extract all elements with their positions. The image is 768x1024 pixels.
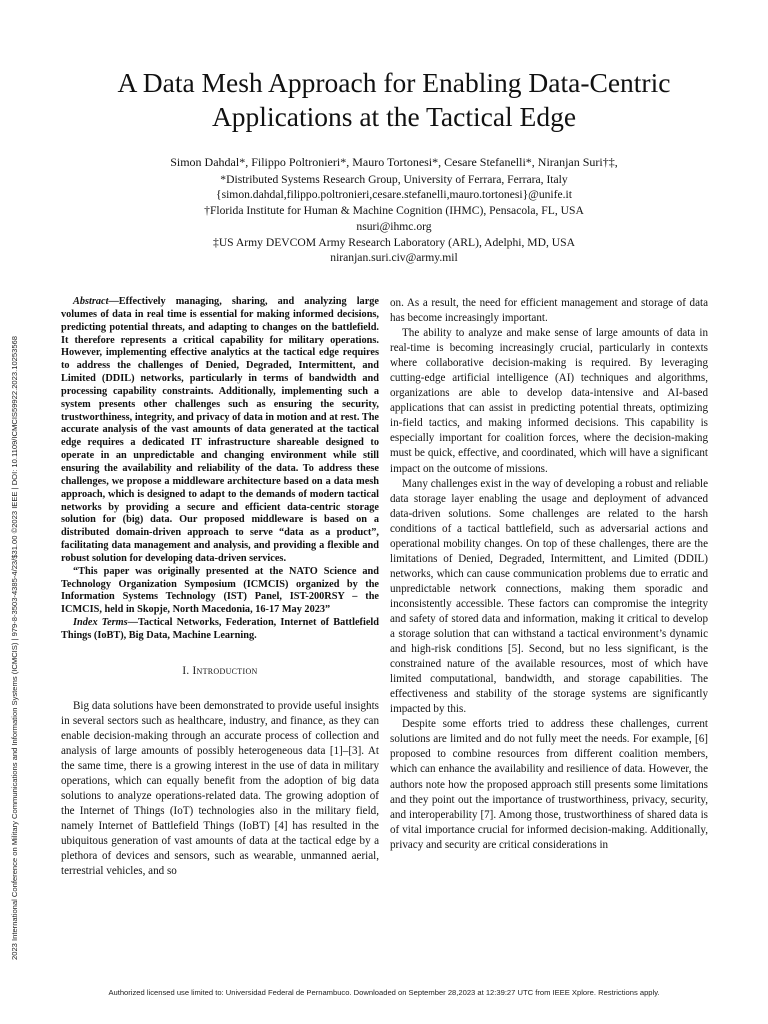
affiliation-3-email: niranjan.suri.civ@army.mil (330, 251, 458, 265)
doi-side-text: 2023 International Conference on Military Communications and Information Systems (ICMCIS) | 979-8-3503-4385-4/23/$31.00 ©2023 IEEE | DOI: 10.1109/ICMCIS59922.2023.10253568 (10, 335, 19, 960)
body-paragraph: Big data solutions have been demonstrated to provide useful insights in several sectors such as healthcare, industry, and finance, as they can enable decision-making through an accurate process of collection and analysis of large amounts of possibly heterogeneous data [1]–[3]. At the same time, there is a growing interest in the use of data in military operations, which can equally benefit from the adoption of big data solutions to analyze operations-related data. The growing adoption of the Internet of Things (IoT) technologies also in the military field, namely Internet of Battlefield Things (IoBT) [4] has resulted in the ubiquitous generation of vast amounts of data at the tactical edge by a plethora of devices and sensors, such as wearable, unmanned aerial, terrestrial vehicles, and so (61, 699, 379, 878)
section-number: I. (182, 664, 190, 677)
right-column (390, 296, 708, 853)
affiliation-2: †Florida Institute for Human & Machine Cognition (IHMC), Pensacola, FL, USA (204, 204, 584, 218)
affiliation-1: *Distributed Systems Research Group, University of Ferrara, Ferrara, Italy (220, 172, 568, 186)
body-paragraph: on. As a result, the need for efficient management and storage of data has become increasingly important. (390, 297, 708, 325)
section-title: Introduction (192, 664, 258, 677)
affiliation-3: ‡US Army DEVCOM Army Research Laboratory (ARL), Adelphi, MD, USA (213, 235, 575, 249)
abstract-text: —Effectively managing, sharing, and analyzing large volumes of data in real time is essential for making informed decisions, predicting potential threats, and adapting to changes on the battlefield. It therefore represents a critical capability for military operations. However, implementing effective analytics at the tactical edge requires to address the challenges of Denied, Degraded, Intermittent, and Limited (DDIL) networks, particularly in terms of bandwidth and processing capability constraints. Additionally, implementing such a system presents other challenges such as ensuring the security, trustworthiness, integrity, and privacy of data in motion and at rest. The accurate analysis of the vast amounts of data generated at the tactical edge requires a dedicated IT infrastructure shareable designed to operate in an unpredictable and changing environment while still ensuring the availability and reliability of the data. To address these challenges, we propose a middleware architecture based on a data mesh approach, which is designed to adapt to the demands of modern tactical networks by providing a secure and efficient data-centric storage solution for (big) data. Our proposed middleware is based on a distributed domain-driven approach to serve “data as a product”, facilitating data management and analysis, and providing a flexible and robust solution for developing data-driven services. (61, 296, 379, 564)
section-heading-introduction (61, 664, 379, 679)
title-line-2: Applications at the Tactical Edge (211, 101, 577, 132)
index-terms-text: —Tactical Networks, Federation, Internet of Battlefield Things (IoBT), Big Data, Machine Learning. (61, 617, 379, 641)
index-terms-label: Index Terms (73, 617, 128, 629)
affiliation-2-email: nsuri@ihmc.org (356, 219, 432, 233)
body-paragraph: The ability to analyze and make sense of large amounts of data in real-time is becoming increasingly crucial, particularly in contexts where collaborative decision-making is required. By leveraging cutting-edge artificial intelligence (AI) techniques and algorithms, organizations are able to develop data-intensive and AI-based applications that can assist in predicting potential threats, optimizing in-field tactics, and making informed decisions. This capability is especially important for coalition forces, where the decision-making must be quick, effective, and coordinated, which will have a significant impact on the outcome of missions. (390, 327, 708, 475)
author-names: Simon Dahdal*, Filippo Poltronieri*, Mauro Tortonesi*, Cesare Stefanelli*, Niranjan Suri†‡, (170, 155, 618, 169)
title-line-1: A Data Mesh Approach for Enabling Data-Centric (117, 67, 671, 98)
author-block (40, 155, 748, 266)
abstract-label: Abstract (73, 296, 109, 307)
abstract (61, 296, 379, 643)
body-paragraph: Despite some efforts tried to address these challenges, current solutions are limited and do not fully meet the needs. For example, [6] proposed to combine resources from different coalition members, which can enhance the availability and resilience of data. However, the authors note how the proposed approach still presents some limitations and they point out the importance of trustworthiness, privacy, security, and interoperability [7]. Among those, trustworthiness of shared data is of vital importance crucial for informed decision-making. Additionally, privacy and security are critical considerations in (390, 718, 708, 851)
left-column (61, 296, 379, 879)
abstract-note: “This paper was originally presented at the NATO Science and Technology Organization Symposium (ICMCIS) organized by the Information Systems Technology (IST) Panel, IST-200RSY – the ICMCIS, held in Skopje, North Macedonia, 16-17 May 2023” (61, 565, 379, 616)
paper-title (40, 66, 748, 134)
abstract-paragraph (61, 296, 379, 566)
index-terms (61, 617, 379, 643)
body-paragraph: Many challenges exist in the way of developing a robust and reliable data storage layer enabling the usage and deployment of advanced data-driven solutions. Some challenges are related to the harsh conditions of a tactical battlefield, such as adversarial actions and operational mobility changes. On top of these challenges, there are the limitations of Denied, Degraded, Intermittent, and Limited (DDIL) networks, which can cause communication problems due to erratic and unpredictable network connections, making them sporadic and inconsistently accessible. These factors can compromise the integrity and safety of stored data and information, making it critical to develop a storage solution that can withstand a tactical environment’s dynamic and high-risk conditions [5]. Second, but no less significant, is the constrained nature of the available resources, most of which have limited computational, bandwidth, and storage capabilities. The effectiveness and stability of the storage systems are significantly impacted by this. (390, 477, 708, 716)
license-footer: Authorized licensed use limited to: Universidad Federal de Pernambuco. Downloaded on September 28,2023 at 12:39:27 UTC from IEEE Xplore. Restrictions apply. (108, 988, 660, 997)
affiliation-1-email: {simon.dahdal,filippo.poltronieri,cesare.stefanelli,mauro.tortonesi}@unife.it (216, 188, 572, 202)
